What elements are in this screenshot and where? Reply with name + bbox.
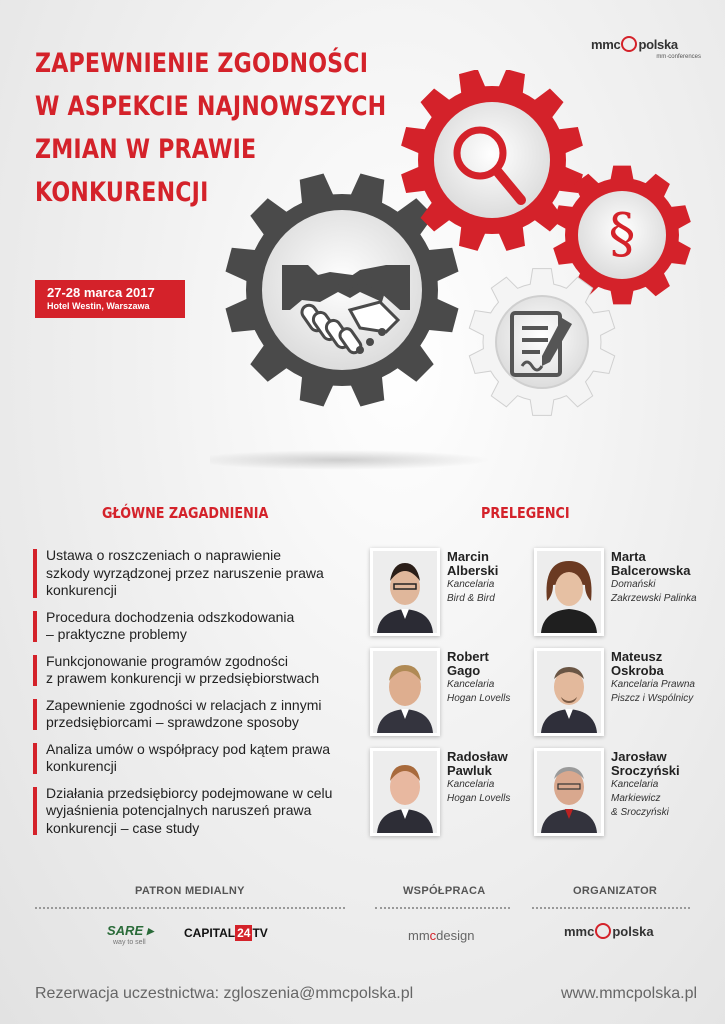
speaker-photo (534, 748, 604, 836)
organizer-logo-text-left: mmc (564, 924, 595, 939)
logo-text-left: mmc (591, 37, 621, 52)
speaker-company: Kancelaria Prawna Piszcz i Wspólnicy (611, 679, 695, 704)
topics-list (33, 547, 363, 846)
speaker-card (370, 548, 540, 633)
topic-line: Zapewnienie zgodności w relacjach z innymi (46, 696, 322, 713)
capital24-text-left: CAPITAL (184, 926, 236, 940)
speaker-photo (370, 548, 440, 636)
topic-item (33, 653, 363, 688)
sare-logo-tagline: way to sell (113, 939, 146, 946)
topic-item (33, 697, 363, 732)
topic-item (33, 785, 363, 838)
topic-line: Analiza umów o współpracy pod kątem prawa (46, 740, 331, 757)
speaker-company: Domański Zakrzewski Palinka (611, 579, 697, 604)
topic-line: szkody wyrządzonej przez naruszenie prawa (46, 564, 324, 581)
topic-line: Działania przedsiębiorcy podejmowane w celu (46, 784, 333, 801)
event-date-box (35, 280, 185, 318)
divider (532, 907, 690, 909)
topic-item (33, 547, 363, 600)
speaker-company: Kancelaria Hogan Lovells (447, 679, 511, 704)
speaker-photo (370, 748, 440, 836)
topic-item (33, 741, 363, 776)
mmc-design-text-mid: c (429, 928, 437, 943)
logo-ring-icon (621, 36, 637, 52)
mmc-design-text-right: design (436, 928, 475, 943)
capital24-badge: 24 (237, 926, 251, 940)
title-line: W ASPEKCIE NAJNOWSZYCH (35, 91, 387, 122)
topic-line: Procedura dochodzenia odszkodowania (46, 608, 295, 625)
speaker-card (534, 648, 704, 733)
speaker-card (534, 548, 704, 633)
logo-text-right: polska (638, 37, 678, 52)
speaker-company: Kancelaria Hogan Lovells (447, 779, 511, 804)
organizer-logo-text-right: polska (612, 924, 654, 939)
topic-line: przedsiębiorcami – sprawdzone sposoby (46, 714, 299, 730)
mmc-design-text-left: mm (408, 928, 430, 943)
event-venue: Hotel Westin, Warszawa (47, 301, 150, 311)
paragraph-icon: § (608, 202, 636, 265)
speaker-company: Kancelaria Markiewicz & Sroczyński (611, 779, 669, 818)
speaker-photo (534, 648, 604, 736)
capital24-logo (184, 926, 268, 940)
sare-logo: SARE ▸ way to sell (107, 923, 154, 946)
logo-tagline: mm·conferences (656, 54, 701, 60)
topics-heading: GŁÓWNE ZAGADNIENIA (102, 504, 269, 522)
sare-logo-text: SARE (107, 923, 144, 938)
gears-illustration (210, 70, 725, 470)
gear-red-top (401, 70, 583, 251)
topic-line: – praktyczne problemy (46, 626, 187, 642)
speaker-name: Radosław Pawluk (447, 749, 508, 778)
speaker-name: Marta Balcerowska (611, 549, 691, 578)
website-link[interactable]: www.mmcpolska.pl (561, 985, 698, 1002)
logo-ring-icon (595, 923, 611, 939)
divider (35, 907, 345, 909)
reservation-text: Rezerwacja uczestnictwa: zgloszenia@mmcpolska.pl (35, 985, 414, 1002)
event-date: 27-28 marca 2017 (47, 285, 155, 300)
topic-line: konkurencji (46, 582, 117, 598)
speaker-card (370, 748, 540, 833)
topic-item (33, 609, 363, 644)
speaker-name: Jarosław Sroczyński (611, 749, 680, 778)
coop-label: WSPÓŁPRACA (403, 885, 486, 897)
capital24-text-right: TV (252, 926, 268, 940)
topic-line: Funkcjonowanie programów zgodności (46, 652, 289, 669)
organizer-logo (564, 923, 654, 939)
speaker-company: Kancelaria Bird & Bird (447, 579, 495, 604)
topic-line: Ustawa o roszczeniach o naprawienie (46, 547, 282, 563)
speaker-card (534, 748, 704, 833)
speakers-heading: PRELEGENCI (481, 504, 570, 522)
title-line: KONKURENCJI (35, 177, 209, 208)
title-line: ZMIAN W PRAWIE (35, 134, 257, 165)
topic-line: konkurencji (46, 758, 117, 774)
patron-label: PATRON MEDIALNY (135, 885, 245, 897)
speaker-photo (534, 548, 604, 636)
divider (375, 907, 510, 909)
topic-line: konkurencji – case study (46, 819, 200, 836)
mmc-design-logo (408, 928, 474, 943)
speaker-card (370, 648, 540, 733)
speaker-name: Mateusz Oskroba (611, 649, 664, 678)
topic-line: wyjaśnienia potencjalnych naruszeń prawa (46, 802, 312, 818)
speaker-photo (370, 648, 440, 736)
organizer-label: ORGANIZATOR (573, 885, 658, 897)
topic-line: z prawem konkurencji w przedsiębiorstwach (46, 670, 320, 686)
title-line: ZAPEWNIENIE ZGODNOŚCI (35, 48, 369, 79)
speaker-name: Marcin Alberski (447, 549, 499, 578)
speaker-name: Robert Gago (447, 649, 489, 678)
